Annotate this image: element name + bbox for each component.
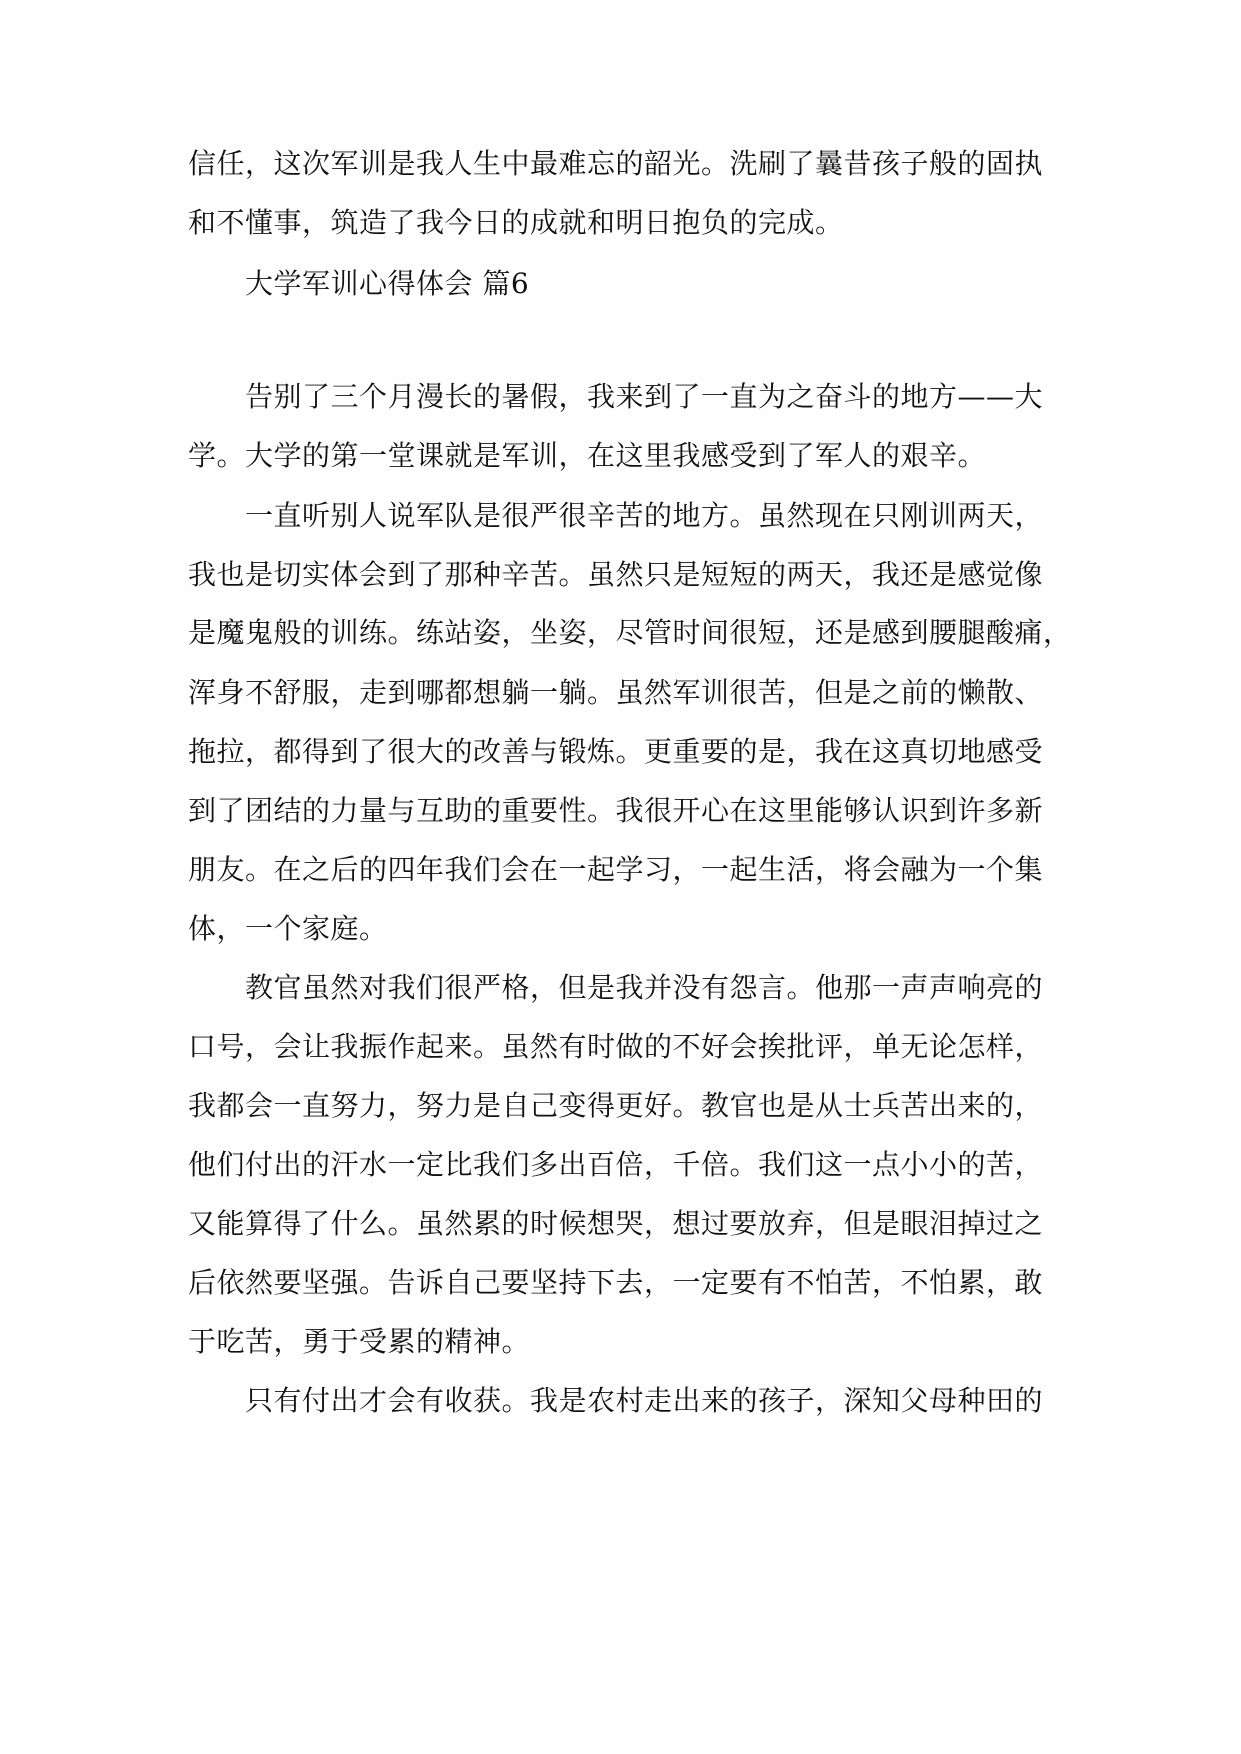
paragraph-1-line-1: 告别了三个月漫长的暑假，我来到了一直为之奋斗的地方——大 [245,380,1044,413]
paragraph-1-line-2: 学。大学的第一堂课就是军训，在这里我感受到了军人的艰辛。 [188,439,987,472]
paragraph-3-line-2: 口号，会让我振作起来。虽然有时做的不好会挨批评，单无论怎样， [188,1030,1044,1063]
paragraph-2-line-3: 是魔鬼般的训练。练站姿，坐姿，尽管时间很短，还是感到腰腿酸痛， [188,616,1072,649]
paragraph-2-line-5: 拖拉，都得到了很大的改善与锻炼。更重要的是，我在这真切地感受 [188,735,1044,768]
continuation-line-1: 信任，这次军训是我人生中最难忘的韶光。洗刷了曩昔孩子般的固执 [188,147,1044,180]
paragraph-3-line-6: 后依然要坚强。告诉自己要坚持下去，一定要有不怕苦，不怕累，敢 [188,1266,1044,1299]
continuation-line-2: 和不懂事，筑造了我今日的成就和明日抱负的完成。 [188,206,844,239]
paragraph-2-line-7: 朋友。在之后的四年我们会在一起学习，一起生活，将会融为一个集 [188,853,1044,886]
paragraph-3-line-5: 又能算得了什么。虽然累的时候想哭，想过要放弃，但是眼泪掉过之 [188,1207,1044,1240]
paragraph-3-line-1: 教官虽然对我们很严格，但是我并没有怨言。他那一声声响亮的 [245,971,1044,1004]
paragraph-3-line-4: 他们付出的汗水一定比我们多出百倍，千倍。我们这一点小小的苦， [188,1148,1044,1181]
paragraph-2-line-6: 到了团结的力量与互助的重要性。我很开心在这里能够认识到许多新 [188,794,1044,827]
paragraph-2-line-8: 体，一个家庭。 [188,912,388,945]
paragraph-2-line-1: 一直听别人说军队是很严很辛苦的地方。虽然现在只刚训两天， [245,499,1044,532]
paragraph-2-line-2: 我也是切实体会到了那种辛苦。虽然只是短短的两天，我还是感觉像 [188,558,1044,591]
section-heading: 大学军训心得体会 篇6 [245,267,530,300]
paragraph-3-line-3: 我都会一直努力，努力是自己变得更好。教官也是从士兵苦出来的， [188,1089,1044,1122]
paragraph-4-line-1: 只有付出才会有收获。我是农村走出来的孩子，深知父母种田的 [245,1384,1044,1417]
paragraph-2-line-4: 浑身不舒服，走到哪都想躺一躺。虽然军训很苦，但是之前的懒散、 [188,676,1044,709]
paragraph-3-line-7: 于吃苦，勇于受累的精神。 [188,1325,531,1358]
